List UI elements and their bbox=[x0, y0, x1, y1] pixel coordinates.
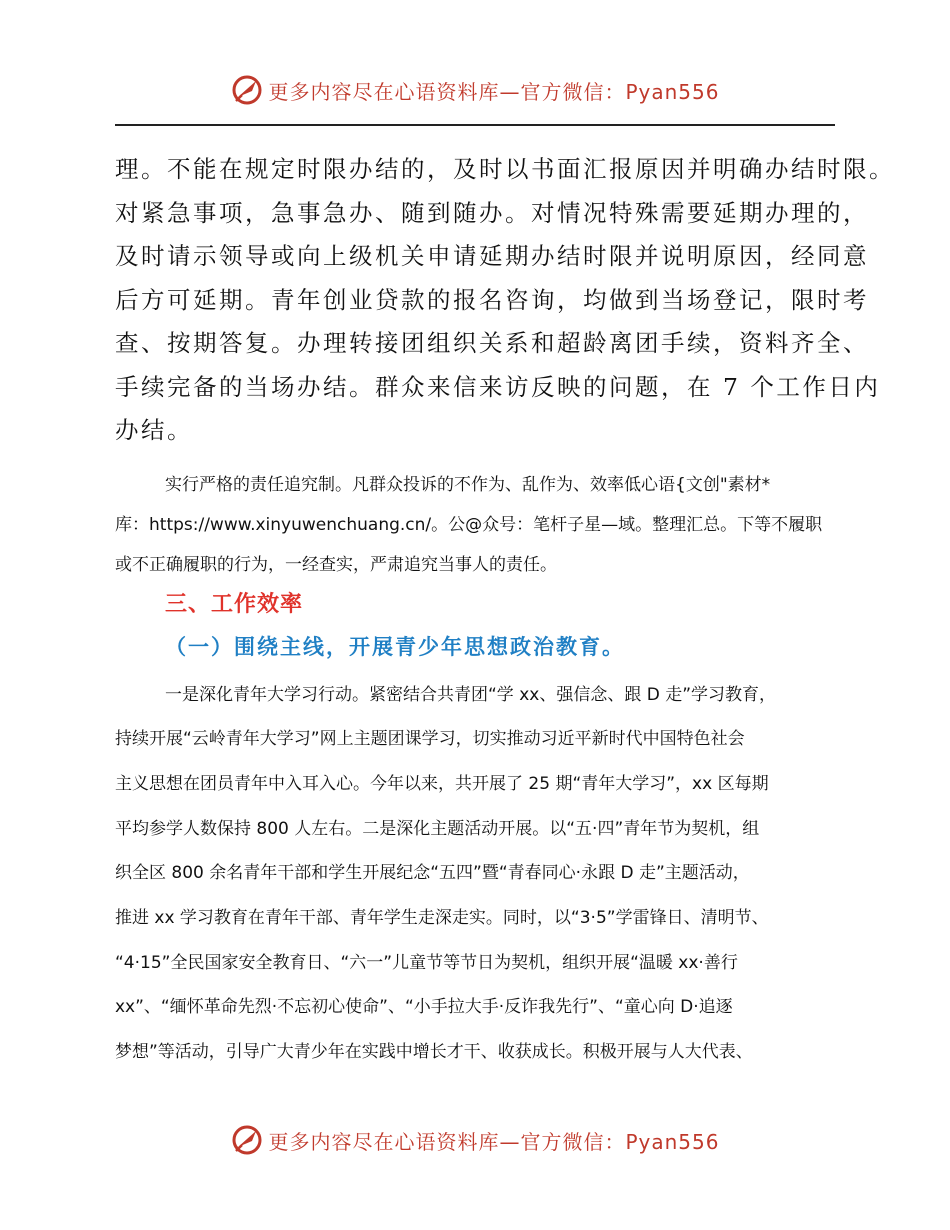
text-line: 实行严格的责任追究制。凡群众投诉的不作为、乱作为、效率低心语{文创"素材* bbox=[165, 474, 771, 495]
text-line: 织全区 800 余名青年干部和学生开展纪念“五四”暨“青春同心·永跟 D 走”主题活动， bbox=[115, 863, 750, 884]
quill-pen-logo-icon bbox=[230, 73, 264, 107]
paragraph-deadlines bbox=[115, 148, 895, 453]
text-line: 后方可延期。青年创业贷款的报名咨询，均做到当场登记，限时考 bbox=[115, 285, 869, 314]
text-line: 持续开展“云岭青年大学习”网上主题团课学习，切实推动习近平新时代中国特色社会 bbox=[115, 729, 745, 750]
paragraph-youth-education bbox=[115, 673, 837, 1075]
header-divider bbox=[115, 124, 835, 126]
text-line: 对紧急事项，急事急办、随到随办。对情况特殊需要延期办理的， bbox=[115, 198, 869, 227]
text-line: “4·15”全民国家安全教育日、“六一”儿童节等节日为契机，组织开展“温暖 xx·善行 bbox=[115, 952, 738, 973]
document-body bbox=[115, 148, 895, 1075]
footer-banner bbox=[0, 1120, 950, 1160]
text-line: 一是深化青年大学习行动。紧密结合共青团“学 xx、强信念、跟 D 走”学习教育， bbox=[165, 684, 777, 705]
text-line: 库：https://www.xinyuwenchuang.cn/。公@众号：笔杆子星—域。整理汇总。下等不履职 bbox=[115, 514, 823, 535]
paragraph-accountability bbox=[115, 465, 837, 585]
text-line: 及时请示领导或向上级机关申请延期办结时限并说明原因，经同意 bbox=[115, 242, 869, 270]
header-banner bbox=[0, 70, 950, 110]
text-line: 梦想”等活动，引导广大青少年在实践中增长才干、收获成长。积极开展与人大代表、 bbox=[115, 1042, 753, 1063]
text-line: 办结。 bbox=[115, 416, 193, 444]
text-line: 手续完备的当场办结。群众来信来访反映的问题，在 7 个工作日内 bbox=[115, 372, 881, 401]
text-line: 理。不能在规定时限办结的，及时以书面汇报原因并明确办结时限。 bbox=[115, 155, 895, 183]
section-heading: 三、工作效率 bbox=[165, 591, 304, 617]
quill-pen-logo-icon bbox=[230, 1123, 264, 1157]
text-line: 平均参学人数保持 800 人左右。二是深化主题活动开展。以“五·四”青年节为契机，组 bbox=[115, 818, 760, 839]
subsection-heading: （一）围绕主线，开展青少年思想政治教育。 bbox=[165, 633, 625, 659]
footer-banner-text: 更多内容尽在心语资料库—官方微信：Pyan556 bbox=[268, 1129, 720, 1154]
text-line: xx”、“缅怀革命先烈·不忘初心使命”、“小手拉大手·反诈我先行”、“童心向 D·追逐 bbox=[115, 997, 733, 1018]
text-line: 推进 xx 学习教育在青年干部、青年学生走深走实。同时，以“3·5”学雷锋日、清明节、 bbox=[115, 908, 769, 929]
header-banner-text: 更多内容尽在心语资料库—官方微信：Pyan556 bbox=[268, 79, 720, 104]
text-line: 查、按期答复。办理转接团组织关系和超龄离团手续，资料齐全、 bbox=[115, 329, 869, 357]
text-line: 或不正确履职的行为，一经查实，严肃追究当事人的责任。 bbox=[115, 554, 557, 575]
text-line: 主义思想在团员青年中入耳入心。今年以来，共开展了 25 期“青年大学习”，xx 区每期 bbox=[115, 773, 769, 794]
